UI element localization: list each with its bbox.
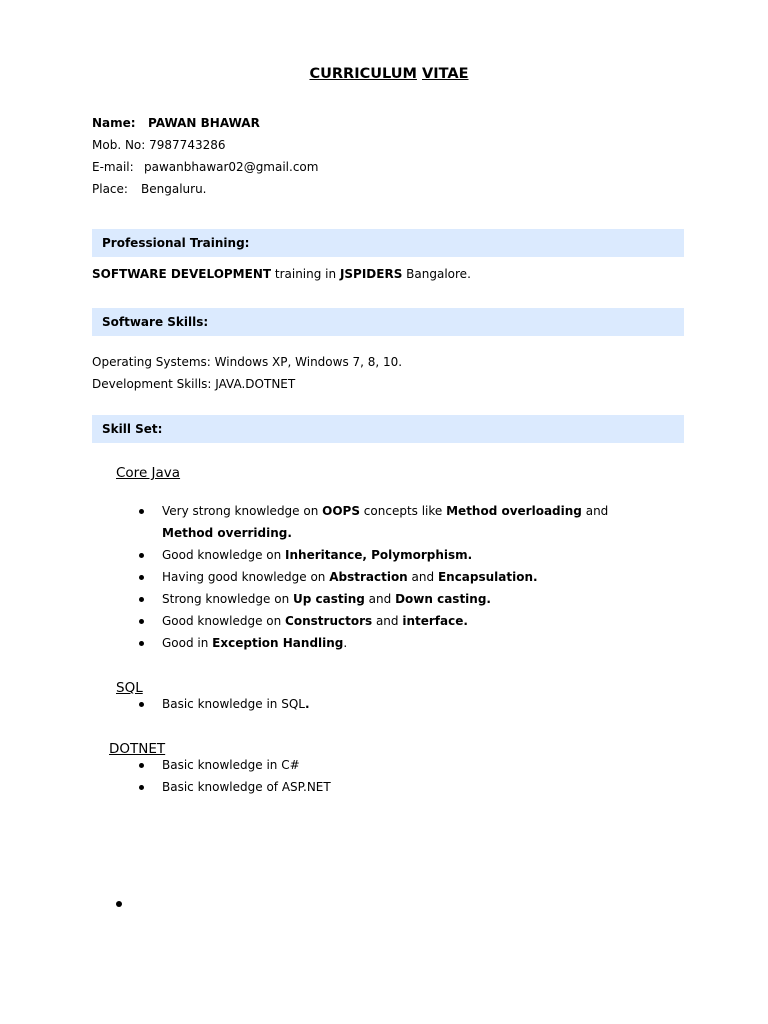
sql-heading: SQL: [116, 680, 143, 696]
list-item: Basic knowledge in C#: [134, 754, 654, 776]
place-line: [92, 182, 206, 196]
list-item: Having good knowledge on Abstraction and Encapsulation.: [134, 566, 654, 588]
section-header-software-skills: Software Skills:: [92, 308, 684, 336]
name-line: [92, 116, 260, 130]
training-institute: JSPIDERS: [339, 267, 403, 281]
mobile-label: Mob. No:: [92, 138, 146, 152]
email-line: [92, 160, 318, 174]
list-item: Good in Exception Handling.: [134, 632, 654, 654]
dotnet-list: [134, 754, 654, 798]
list-item: Good knowledge on Inheritance, Polymorphism.: [134, 544, 654, 566]
operating-systems-line: Operating Systems: Windows XP, Windows 7, 8, 10.: [92, 355, 403, 369]
section-header-professional-training: Professional Training:: [92, 229, 684, 257]
place-value: Bengaluru.: [141, 182, 207, 196]
core-java-list: [134, 500, 654, 654]
training-connector: training in: [271, 267, 340, 281]
place-label: Place:: [92, 182, 128, 196]
list-item: Basic knowledge of ASP.NET: [134, 776, 654, 798]
list-item: Basic knowledge in SQL.: [134, 693, 654, 715]
mobile-value: 7987743286: [149, 138, 226, 152]
mobile-line: [92, 138, 226, 152]
name-value: PAWAN BHAWAR: [148, 116, 260, 130]
development-skills-line: Development Skills: JAVA.DOTNET: [92, 377, 296, 391]
name-label: Name:: [92, 116, 136, 130]
bullet-dot: [116, 901, 122, 907]
list-item: Strong knowledge on Up casting and Down casting.: [134, 588, 654, 610]
title-part-2: VITAE: [422, 66, 469, 82]
core-java-heading: Core Java: [116, 465, 181, 481]
sql-list: [134, 693, 654, 715]
title-part-1: CURRICULUM: [309, 66, 417, 82]
email-value: pawanbhawar02@gmail.com: [144, 160, 319, 174]
list-item: Very strong knowledge on OOPS concepts like Method overloading and Method overriding.: [134, 500, 654, 544]
section-header-skill-set: Skill Set:: [92, 415, 684, 443]
training-line: [92, 267, 471, 281]
dotnet-heading: DOTNET: [109, 741, 166, 757]
email-label: E-mail:: [92, 160, 134, 174]
list-item: Good knowledge on Constructors and interface.: [134, 610, 654, 632]
training-location: Bangalore.: [402, 267, 471, 281]
training-course: SOFTWARE DEVELOPMENT: [92, 267, 272, 281]
document-title: [0, 66, 768, 82]
